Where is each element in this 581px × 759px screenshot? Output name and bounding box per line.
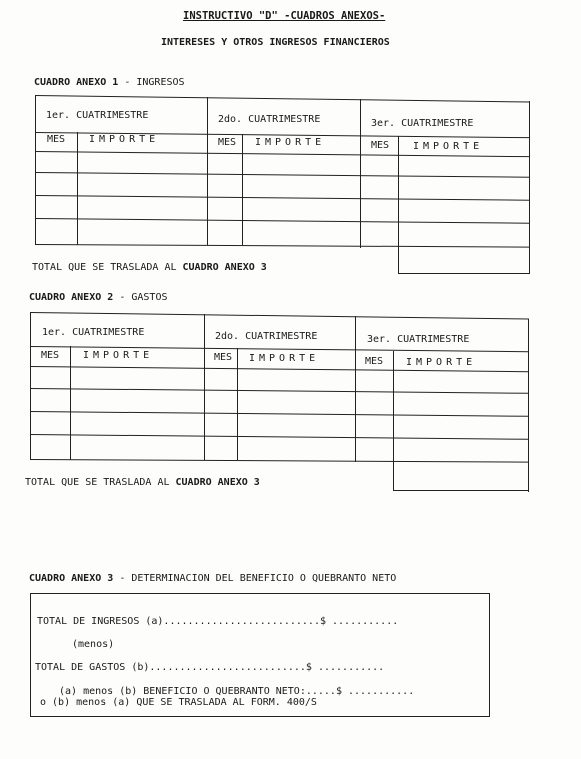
annex2-importe-1: IMPORTE <box>83 350 154 361</box>
annex1-mes-2: MES <box>218 137 237 148</box>
annex1-heading-bold: CUADRO ANEXO 1 <box>34 77 119 88</box>
annex2-total-bold: CUADRO ANEXO 3 <box>175 477 260 488</box>
annex1-heading <box>34 77 185 88</box>
annex1-q1-header: 1er. CUATRIMESTRE <box>46 110 149 121</box>
document-title: INSTRUCTIVO "D" -CUADROS ANEXOS- <box>183 10 386 22</box>
annex2-heading <box>29 292 167 303</box>
annex2-mes-1: MES <box>41 350 60 361</box>
annex1-q2-header: 2do. CUATRIMESTRE <box>218 114 321 125</box>
annex3-menos: (menos) <box>72 639 115 650</box>
document-subtitle: INTERESES Y OTROS INGRESOS FINANCIEROS <box>161 37 390 48</box>
annex2-q3-header: 3er. CUATRIMESTRE <box>367 334 470 345</box>
annex1-heading-rest: - INGRESOS <box>118 77 185 88</box>
annex1-importe-2: IMPORTE <box>255 137 326 148</box>
annex2-heading-bold: CUADRO ANEXO 2 <box>29 292 114 303</box>
annex3-heading-bold: CUADRO ANEXO 3 <box>29 573 114 584</box>
annex2-q2-header: 2do. CUATRIMESTRE <box>215 331 318 342</box>
annex1-mes-3: MES <box>371 140 390 151</box>
annex1-total-label <box>32 262 267 273</box>
annex1-importe-3: IMPORTE <box>413 141 484 152</box>
annex2-importe-3: IMPORTE <box>406 357 477 368</box>
annex3-beneficio-line: (a) menos (b) BENEFICIO O QUEBRANTO NETO:.....$ ........... <box>59 686 415 697</box>
annex2-importe-2: IMPORTE <box>249 353 320 364</box>
annex1-total-bold: CUADRO ANEXO 3 <box>182 262 267 273</box>
annex1-total-plain: TOTAL QUE SE TRASLADA AL <box>32 262 183 273</box>
annex2-total-label <box>25 477 260 488</box>
annex3-total-ingresos: TOTAL DE INGRESOS (a)..........................$ ........... <box>37 616 399 627</box>
annex3-heading <box>29 573 396 584</box>
annex2-mes-3: MES <box>365 356 384 367</box>
annex2-mes-2: MES <box>214 352 233 363</box>
annex3-total-gastos: TOTAL DE GASTOS (b)..........................$ ........... <box>35 662 385 673</box>
annex2-total-plain: TOTAL QUE SE TRASLADA AL <box>25 477 176 488</box>
annex2-heading-rest: - GASTOS <box>113 292 168 303</box>
annex1-q3-header: 3er. CUATRIMESTRE <box>371 118 474 129</box>
annex1-mes-1: MES <box>47 134 66 145</box>
annex1-importe-1: IMPORTE <box>89 134 160 145</box>
annex2-q1-header: 1er. CUATRIMESTRE <box>42 327 145 338</box>
annex3-heading-rest: - DETERMINACION DEL BENEFICIO O QUEBRANTO NETO <box>113 573 397 584</box>
annex3-traslada-line: o (b) menos (a) QUE SE TRASLADA AL FORM. 400/S <box>40 697 317 708</box>
